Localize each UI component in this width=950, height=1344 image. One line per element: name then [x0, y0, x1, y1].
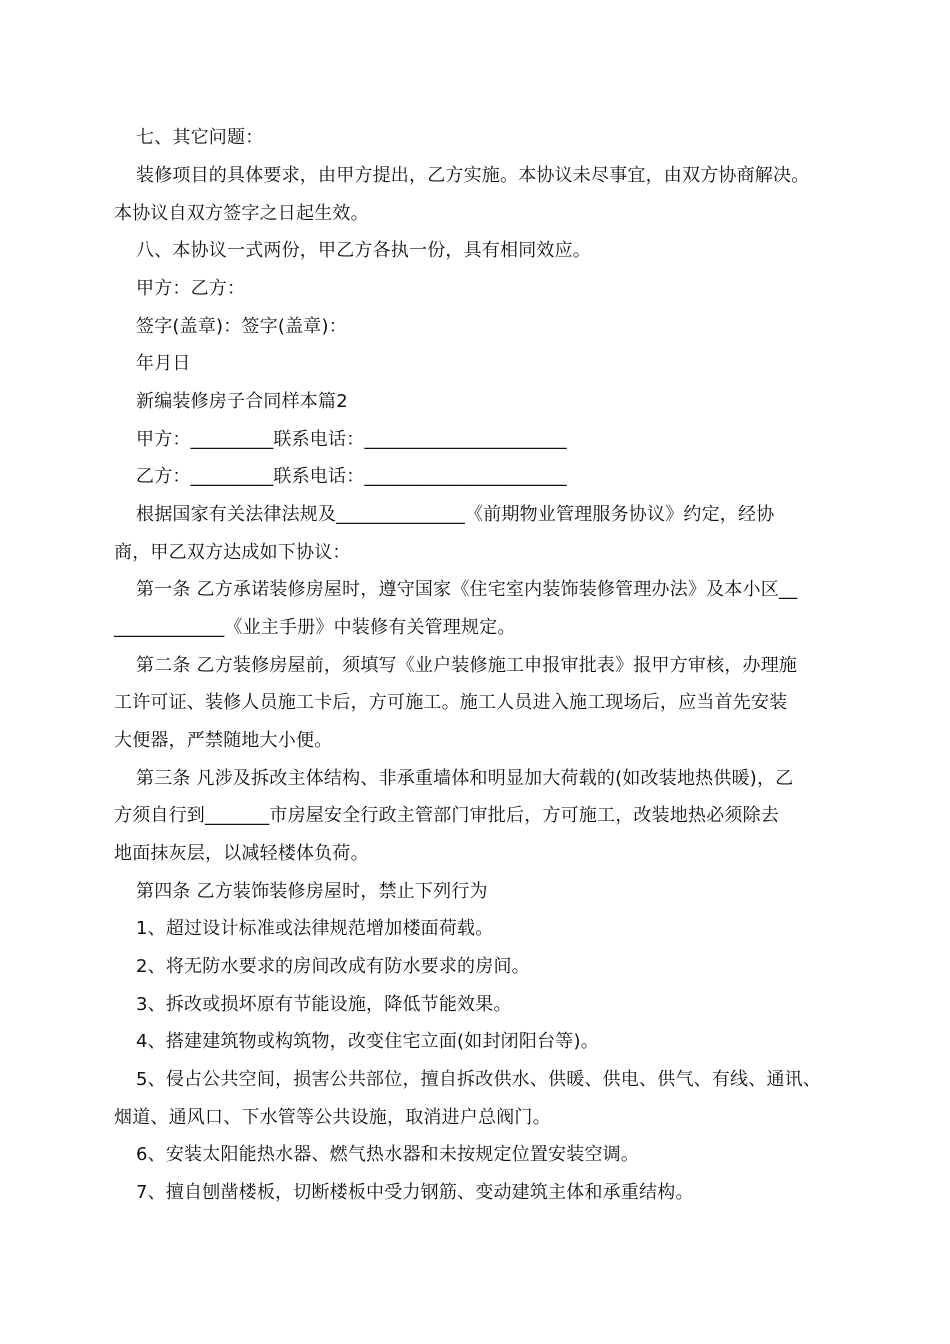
- paragraph-line: 根据国家有关法律法规及______________《前期物业管理服务协议》约定，经协: [136, 504, 775, 525]
- document-title: 新编装修房子合同样本篇2: [136, 391, 348, 412]
- party-line: 甲方：乙方：: [136, 278, 246, 299]
- party-b-contact-line: 乙方：_________联系电话：______________________: [136, 466, 567, 487]
- article-line: 工许可证、装修人员施工卡后，方可施工。施工人员进入施工现场后，应当首先安装: [114, 692, 788, 713]
- section-heading: 七、其它问题：: [136, 127, 264, 148]
- article-line: 大便器，严禁随地大小便。: [114, 730, 333, 751]
- article-line: 方须自行到_______市房屋安全行政主管部门审批后，方可施工，改装地热必须除去: [114, 805, 779, 826]
- article-line: 第三条 凡涉及拆改主体结构、非承重墙体和明显加大荷载的(如改装地热供暖)，乙: [136, 768, 794, 789]
- date-line: 年月日: [136, 353, 191, 374]
- article-line: ____________《业主手册》中装修有关管理规定。: [114, 617, 516, 638]
- list-item: 3、拆改或损坏原有节能设施，降低节能效果。: [136, 994, 512, 1015]
- party-a-contact-line: 甲方：_________联系电话：______________________: [136, 429, 567, 450]
- list-item: 5、侵占公共空间，损害公共部位，擅自拆改供水、供暖、供电、供气、有线、通讯、: [136, 1069, 822, 1090]
- list-item: 1、超过设计标准或法律规范增加楼面荷载。: [136, 918, 494, 939]
- list-item: 6、安装太阳能热水器、燃气热水器和未按规定位置安装空调。: [136, 1144, 640, 1165]
- list-item: 2、将无防水要求的房间改成有防水要求的房间。: [136, 956, 530, 977]
- list-item: 4、搭建建筑物或构筑物，改变住宅立面(如封闭阳台等)。: [136, 1031, 599, 1052]
- paragraph-line: 商，甲乙双方达成如下协议：: [114, 542, 351, 563]
- article-line: 地面抹灰层，以减轻楼体负荷。: [114, 843, 369, 864]
- signature-line: 签字(盖章)：签字(盖章)：: [136, 316, 347, 337]
- list-item: 烟道、通风口、下水管等公共设施，取消进户总阀门。: [114, 1107, 551, 1128]
- paragraph-line: 本协议自双方签字之日起生效。: [114, 203, 369, 224]
- section-heading: 八、本协议一式两份，甲乙方各执一份，具有相同效应。: [136, 240, 591, 261]
- paragraph-line: 装修项目的具体要求，由甲方提出，乙方实施。本协议未尽事宜，由双方协商解决。: [136, 165, 810, 186]
- list-item: 7、擅自刨凿楼板，切断楼板中受力钢筋、变动建筑主体和承重结构。: [136, 1182, 694, 1203]
- article-line: 第四条 乙方装饰装修房屋时，禁止下列行为: [136, 881, 488, 902]
- article-line: 第一条 乙方承诺装修房屋时，遵守国家《住宅室内装饰装修管理办法》及本小区__: [136, 579, 798, 600]
- article-line: 第二条 乙方装修房屋前，须填写《业户装修施工申报审批表》报甲方审核，办理施: [136, 655, 798, 676]
